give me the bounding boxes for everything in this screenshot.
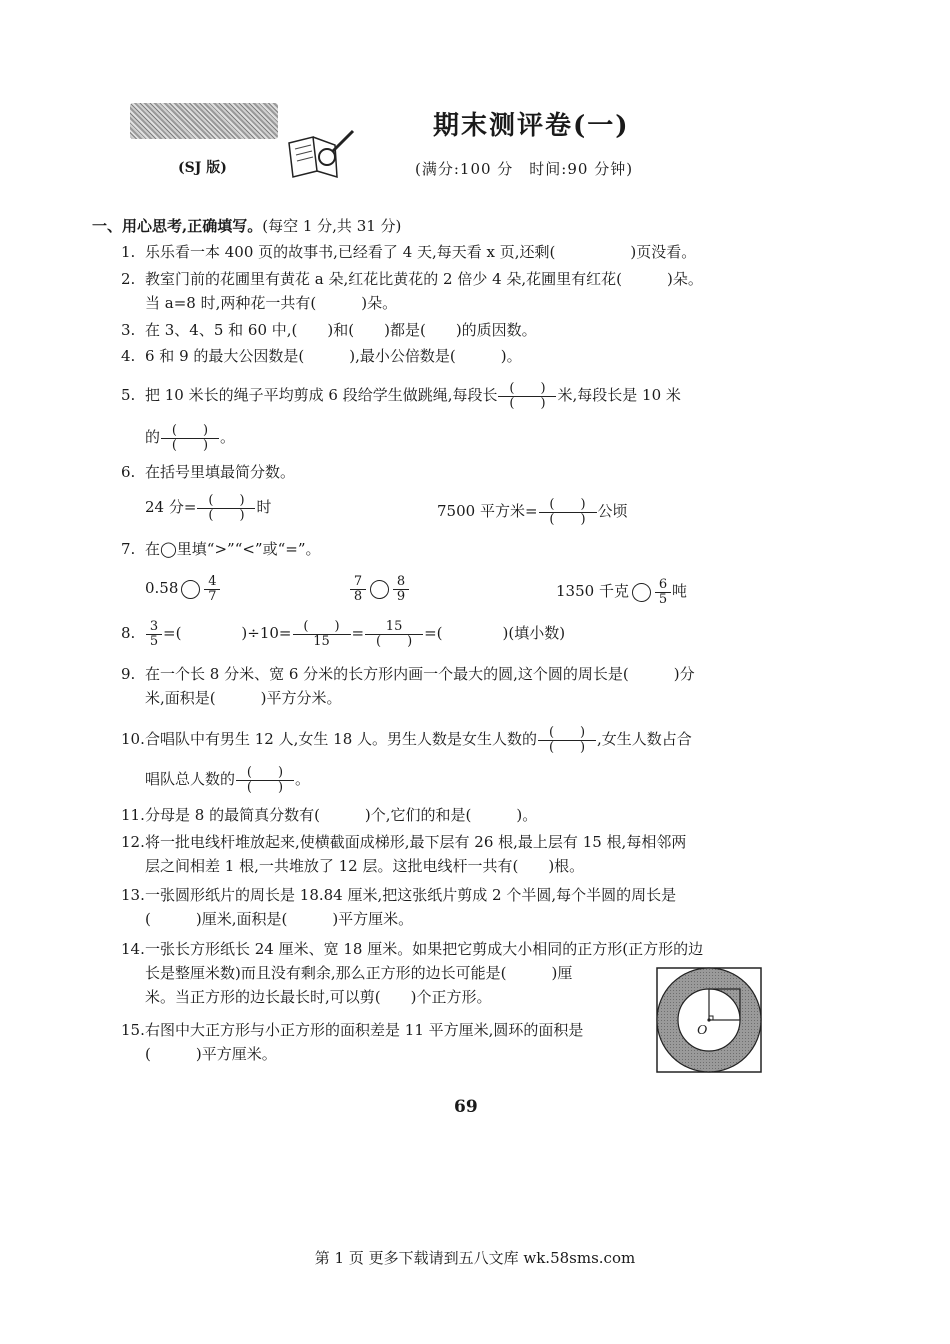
question-text: 乐乐看一本 400 页的故事书,已经看了 4 天,每天看 x 页,还剩( )页没看。 <box>145 243 697 261</box>
question-11 <box>121 806 781 825</box>
page-number: 69 <box>454 1097 478 1117</box>
question-number: 12. <box>121 833 145 851</box>
question-text: 米,面积是( )平方分米。 <box>145 688 342 707</box>
question-4 <box>121 347 781 366</box>
question-text: 。 <box>295 770 311 789</box>
question-7-a <box>145 575 285 603</box>
frac-numerator: ( ) <box>539 498 597 513</box>
frac-denominator: 9 <box>396 588 406 604</box>
question-text: 把 10 米长的绳子平均剪成 6 段给学生做跳绳,每段长 <box>145 386 498 405</box>
frac-numerator: ( ) <box>498 382 556 397</box>
question-text: 分母是 8 的最简真分数有( )个,它们的和是( )。 <box>145 806 538 824</box>
frac-numerator: ( ) <box>293 620 351 635</box>
fraction <box>393 575 409 603</box>
compare-circle <box>632 583 651 602</box>
question-5 <box>121 382 781 453</box>
question-text: 在一个长 8 分米、宽 6 分米的长方形内画一个最大的圆,这个圆的周长是( )分 <box>145 665 695 683</box>
fraction <box>350 575 366 603</box>
question-text: 一张长方形纸长 24 厘米、宽 18 厘米。如果把它剪成大小相同的正方形(正方形的边 <box>145 940 704 958</box>
frac-numerator: 8 <box>393 575 409 590</box>
compare-circle <box>370 580 389 599</box>
question-7-b <box>349 575 469 603</box>
frac-numerator: 3 <box>146 620 162 635</box>
question-3 <box>121 321 781 340</box>
question-number: 3. <box>121 321 136 339</box>
question-number: 8. <box>121 624 136 643</box>
frac-denominator: 7 <box>208 588 217 604</box>
question-10 <box>121 726 781 795</box>
question-text: ( )厘米,面积是( )平方厘米。 <box>145 909 414 928</box>
blank-fraction <box>538 726 596 754</box>
question-text: 在 3、4、5 和 60 中,( )和( )都是( )的质因数。 <box>145 321 537 339</box>
question-text: 米。当正方形的边长最长时,可以剪( )个正方形。 <box>145 987 492 1006</box>
blank-fraction <box>365 620 423 648</box>
question-text: 7500 平方米= <box>437 502 538 521</box>
number-value: 0.58 <box>145 579 179 598</box>
question-text: 在◯里填“>”“<”或“=”。 <box>145 540 321 558</box>
frac-numerator: 15 <box>365 620 423 635</box>
question-number: 14. <box>121 940 145 958</box>
frac-denominator: ( ) <box>171 437 209 453</box>
frac-denominator: ( ) <box>548 739 586 755</box>
question-13 <box>121 886 781 929</box>
book-magnifier-icon <box>283 125 363 185</box>
frac-numerator: 6 <box>655 578 671 593</box>
frac-denominator: ( ) <box>208 507 245 523</box>
annulus-figure <box>655 966 765 1076</box>
question-text: ( )平方厘米。 <box>145 1044 277 1063</box>
question-text: =( )÷10= <box>163 624 292 643</box>
exam-meta: (满分:100 分 时间:90 分钟) <box>415 160 634 178</box>
compare-circle <box>181 580 200 599</box>
section-title: 一、用心思考,正确填写。 <box>92 217 263 235</box>
question-text: 时 <box>256 498 272 517</box>
frac-denominator: ( ) <box>509 395 546 411</box>
footer-text: 第 1 页 更多下载请到五八文库 wk.58sms.com <box>314 1249 636 1267</box>
question-text: =( )(填小数) <box>424 624 566 643</box>
blank-fraction <box>161 424 219 452</box>
question-text: 公顷 <box>597 502 628 521</box>
blank-fraction <box>236 766 294 794</box>
question-text: 米,每段长是 10 米 <box>557 386 681 405</box>
number-value: 1350 千克 <box>556 582 629 601</box>
question-7 <box>121 540 781 559</box>
frac-denominator: 8 <box>353 588 363 604</box>
question-text: 长是整厘米数)而且没有剩余,那么正方形的边长可能是( )厘 <box>145 963 573 982</box>
page-title: 期末测评卷(一) <box>433 111 630 141</box>
section-note: (每空 1 分,共 31 分) <box>262 217 402 235</box>
question-1 <box>121 243 781 262</box>
question-text: 一张圆形纸片的周长是 18.84 厘米,把这张纸片剪成 2 个半圆,每个半圆的周长是 <box>145 886 677 904</box>
question-6 <box>121 463 781 482</box>
fraction <box>204 575 220 603</box>
frac-denominator: 5 <box>149 633 159 649</box>
frac-denominator: ( ) <box>375 633 413 649</box>
question-number: 15. <box>121 1021 145 1039</box>
edition-label: (SJ 版) <box>178 160 227 176</box>
question-9 <box>121 665 781 708</box>
frac-denominator: 15 <box>313 633 330 649</box>
question-text: 24 分= <box>145 498 197 517</box>
question-number: 6. <box>121 463 136 481</box>
blank-fraction <box>293 620 351 648</box>
frac-numerator: ( ) <box>236 766 294 781</box>
question-text: 在括号里填最简分数。 <box>145 463 296 481</box>
question-number: 2. <box>121 270 136 288</box>
question-8 <box>121 620 781 648</box>
question-number: 1. <box>121 243 136 261</box>
question-7-c <box>556 578 756 606</box>
question-text: 当 a=8 时,两种花一共有( )朵。 <box>145 293 398 312</box>
frac-denominator: ( ) <box>549 511 586 527</box>
question-text: 右图中大正方形与小正方形的面积差是 11 平方厘米,圆环的面积是 <box>145 1021 584 1039</box>
question-2 <box>121 270 781 313</box>
fraction <box>655 578 671 606</box>
blank-fraction <box>197 494 255 522</box>
frac-numerator: ( ) <box>538 726 596 741</box>
question-number: 4. <box>121 347 136 365</box>
question-12 <box>121 833 781 876</box>
question-number: 10. <box>121 730 145 749</box>
question-text: 的 <box>145 428 161 447</box>
question-number: 13. <box>121 886 145 904</box>
equals-sign: = <box>351 624 365 643</box>
question-text: ,女生人数占合 <box>597 730 692 749</box>
question-number: 11. <box>121 806 145 824</box>
question-text: 唱队总人数的 <box>145 770 236 789</box>
frac-denominator: ( ) <box>246 779 284 795</box>
question-text: 层之间相差 1 根,一共堆放了 12 层。这批电线杆一共有( )根。 <box>145 856 585 875</box>
question-text: 将一批电线杆堆放起来,使横截面成梯形,最下层有 26 根,最上层有 15 根,每相邻两 <box>145 833 687 851</box>
frac-numerator: ( ) <box>197 494 255 509</box>
question-number: 5. <box>121 386 136 405</box>
frac-numerator: 7 <box>350 575 366 590</box>
center-point <box>707 1018 710 1021</box>
frac-denominator: 5 <box>658 591 668 607</box>
question-number: 9. <box>121 665 136 683</box>
question-6-right <box>437 498 737 526</box>
section-heading <box>92 215 401 236</box>
fraction <box>146 620 162 648</box>
unit-label: 吨 <box>671 582 687 601</box>
blank-fraction <box>498 382 556 410</box>
question-text: 合唱队中有男生 12 人,女生 18 人。男生人数是女生人数的 <box>145 730 538 749</box>
blank-fraction <box>539 498 597 526</box>
question-text: 。 <box>220 428 236 447</box>
question-number: 7. <box>121 540 136 558</box>
section-badge <box>130 103 278 139</box>
center-label: O <box>697 1023 708 1038</box>
frac-numerator: ( ) <box>161 424 219 439</box>
question-text: 教室门前的花圃里有黄花 a 朵,红花比黄花的 2 倍少 4 朵,花圃里有红花( )朵。 <box>145 270 703 288</box>
frac-numerator: 4 <box>204 575 220 590</box>
question-text: 6 和 9 的最大公因数是( ),最小公倍数是( )。 <box>145 347 522 365</box>
